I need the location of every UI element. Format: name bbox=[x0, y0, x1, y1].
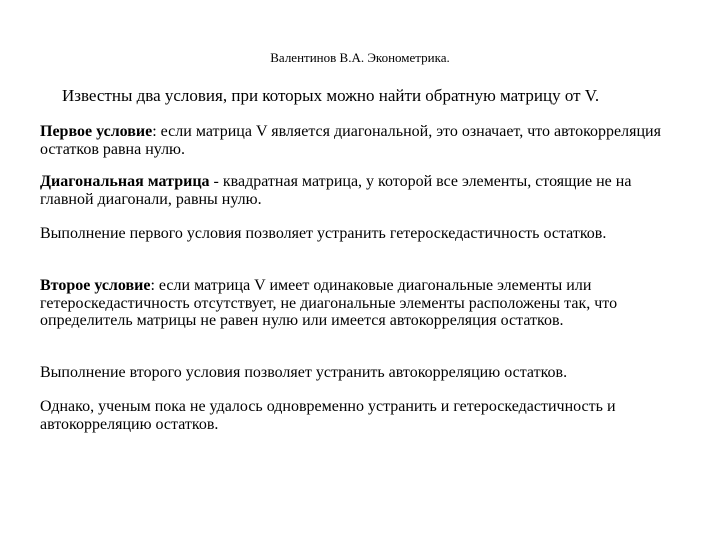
first-condition-text: : если матрица V является диагональной, это означает, что автокорреляция остатков равна нулю. bbox=[40, 123, 661, 158]
second-condition-paragraph bbox=[40, 277, 665, 330]
diagonal-matrix-term: Диагональная матрица bbox=[40, 173, 210, 190]
page-header: Валентинов В.А. Эконометрика. bbox=[270, 50, 450, 65]
first-condition-term: Первое условие bbox=[40, 123, 153, 140]
first-condition-paragraph bbox=[40, 123, 665, 158]
intro-paragraph: Известны два условия, при которых можно найти обратную матрицу от V. bbox=[62, 86, 600, 105]
second-condition-text: : если матрица V имеет одинаковые диагональные элементы или гетероскедастичность отсутствует, не диагональные элементы расположены так, что определитель матрицы не равен нулю или имеется автокорреляция остатков. bbox=[40, 277, 618, 329]
diagonal-matrix-text: - квадратная матрица, у которой все элементы, стоящие не на главной диагонали, равны нулю. bbox=[40, 173, 632, 208]
conclusion-paragraph: Однако, ученым пока не удалось одновременно устранить и гетероскедастичность и автокорреляцию остатков. bbox=[40, 398, 616, 433]
diagonal-matrix-paragraph bbox=[40, 173, 665, 208]
second-condition-term: Второе условие bbox=[40, 277, 151, 294]
second-result-paragraph: Выполнение второго условия позволяет устранить автокорреляцию остатков. bbox=[40, 364, 568, 381]
first-result-paragraph: Выполнение первого условия позволяет устранить гетероскедастичность остатков. bbox=[40, 225, 607, 242]
